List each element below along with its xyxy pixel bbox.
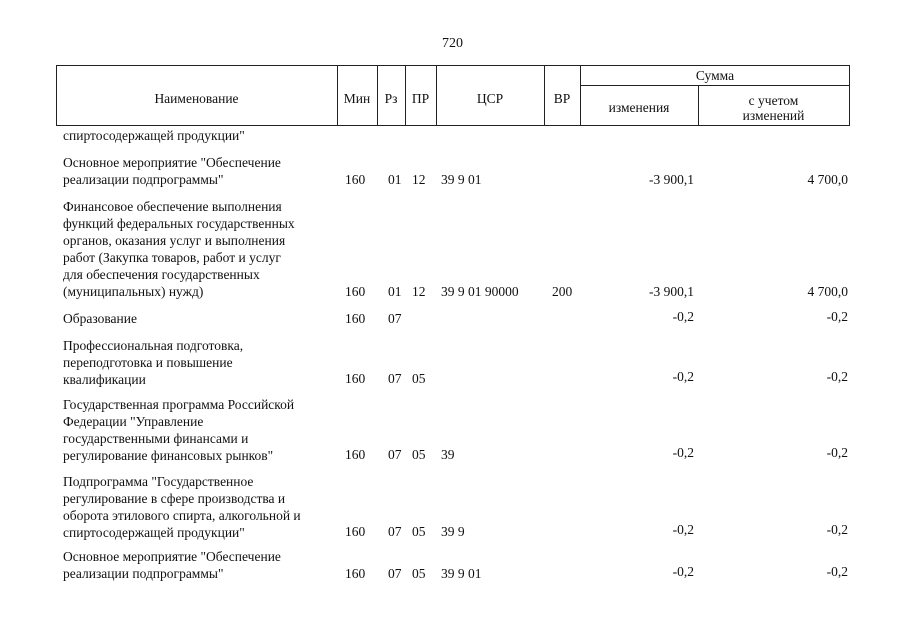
header-min: Мин — [343, 91, 371, 106]
cell-min: 160 — [345, 172, 366, 187]
row-name-line: Основное мероприятие "Обеспечение — [63, 155, 281, 170]
row-name-line: реализации подпрограммы" — [63, 566, 224, 581]
header-pr: ПР — [411, 91, 430, 106]
cell-change: -0,2 — [672, 522, 694, 537]
cell-total: -0,2 — [826, 522, 848, 537]
cell-change: -3 900,1 — [649, 284, 694, 299]
row-name — [63, 473, 333, 541]
cell-csr: 39 9 01 — [441, 566, 482, 581]
cell-rz: 07 — [388, 524, 402, 539]
row-name-line: спиртосодержащей продукции" — [63, 128, 245, 143]
cell-min: 160 — [345, 447, 366, 462]
cell-min: 160 — [345, 524, 366, 539]
row-name-line: работ (Закупка товаров, работ и услуг — [63, 250, 281, 265]
header-csr: ЦСР — [476, 91, 504, 106]
cell-change: -0,2 — [672, 369, 694, 384]
page-number: 720 — [442, 36, 463, 51]
cell-rz: 07 — [388, 566, 402, 581]
row-name-line: квалификации — [63, 372, 146, 387]
cell-rz: 01 — [388, 284, 402, 299]
cell-total: -0,2 — [826, 445, 848, 460]
row-name — [63, 310, 333, 327]
row-name-line: оборота этилового спирта, алкогольной и — [63, 508, 301, 523]
cell-pr: 05 — [412, 371, 426, 386]
cell-csr: 39 9 01 90000 — [441, 284, 519, 299]
header-bottom-border — [56, 125, 850, 126]
header-total — [698, 93, 849, 123]
row-name — [63, 396, 333, 464]
row-name-line: для обеспечения государственных — [63, 267, 260, 282]
row-name-line: (муниципальных) нужд) — [63, 284, 204, 299]
cell-total: -0,2 — [826, 369, 848, 384]
cell-min: 160 — [345, 371, 366, 386]
row-name-line: спиртосодержащей продукции" — [63, 525, 245, 540]
row-name-line: регулирование в сфере производства и — [63, 491, 286, 506]
row-name-line: государственными финансами и — [63, 431, 249, 446]
row-name — [63, 127, 333, 144]
table-header — [56, 65, 850, 126]
cell-change: -3 900,1 — [649, 172, 694, 187]
cell-min: 160 — [345, 284, 366, 299]
cell-csr: 39 9 01 — [441, 172, 482, 187]
cell-csr: 39 9 — [441, 524, 465, 539]
sum-divider — [580, 85, 850, 86]
cell-total: 4 700,0 — [807, 172, 848, 187]
cell-rz: 01 — [388, 172, 402, 187]
cell-change: -0,2 — [672, 564, 694, 579]
header-total-line2: изменений — [742, 108, 805, 123]
cell-min: 160 — [345, 566, 366, 581]
row-name — [63, 337, 333, 388]
cell-rz: 07 — [388, 447, 402, 462]
row-name-line: регулирование финансовых рынков" — [63, 448, 274, 463]
cell-pr: 12 — [412, 172, 426, 187]
row-name-line: Основное мероприятие "Обеспечение — [63, 549, 281, 564]
row-name-line: Профессиональная подготовка, — [63, 338, 244, 353]
row-name-line: реализации подпрограммы" — [63, 172, 224, 187]
cell-vr: 200 — [552, 284, 573, 299]
row-name-line: органов, оказания услуг и выполнения — [63, 233, 286, 248]
row-name — [63, 154, 333, 188]
cell-total: -0,2 — [826, 564, 848, 579]
header-name: Наименование — [154, 91, 239, 106]
row-name-line: Финансовое обеспечение выполнения — [63, 199, 282, 214]
header-rz: Рз — [384, 91, 398, 106]
header-change: изменения — [608, 100, 670, 115]
cell-total: -0,2 — [826, 309, 848, 324]
header-vr: ВР — [553, 91, 571, 106]
row-name — [63, 198, 333, 300]
row-name-line: функций федеральных государственных — [63, 216, 295, 231]
cell-pr: 05 — [412, 524, 426, 539]
cell-pr: 05 — [412, 566, 426, 581]
row-name — [63, 548, 333, 582]
cell-pr: 05 — [412, 447, 426, 462]
header-top-border — [56, 65, 850, 66]
cell-rz: 07 — [388, 371, 402, 386]
cell-rz: 07 — [388, 311, 402, 326]
cell-change: -0,2 — [672, 445, 694, 460]
cell-min: 160 — [345, 311, 366, 326]
cell-pr: 12 — [412, 284, 426, 299]
row-name-line: Государственная программа Российской — [63, 397, 295, 412]
cell-change: -0,2 — [672, 309, 694, 324]
header-total-line1: с учетом — [748, 93, 799, 108]
row-name-line: Подпрограмма "Государственное — [63, 474, 254, 489]
cell-total: 4 700,0 — [807, 284, 848, 299]
cell-csr: 39 — [441, 447, 455, 462]
row-name-line: Образование — [63, 311, 137, 326]
row-name-line: переподготовка и повышение — [63, 355, 233, 370]
header-sum: Сумма — [695, 68, 735, 83]
row-name-line: Федерации "Управление — [63, 414, 204, 429]
